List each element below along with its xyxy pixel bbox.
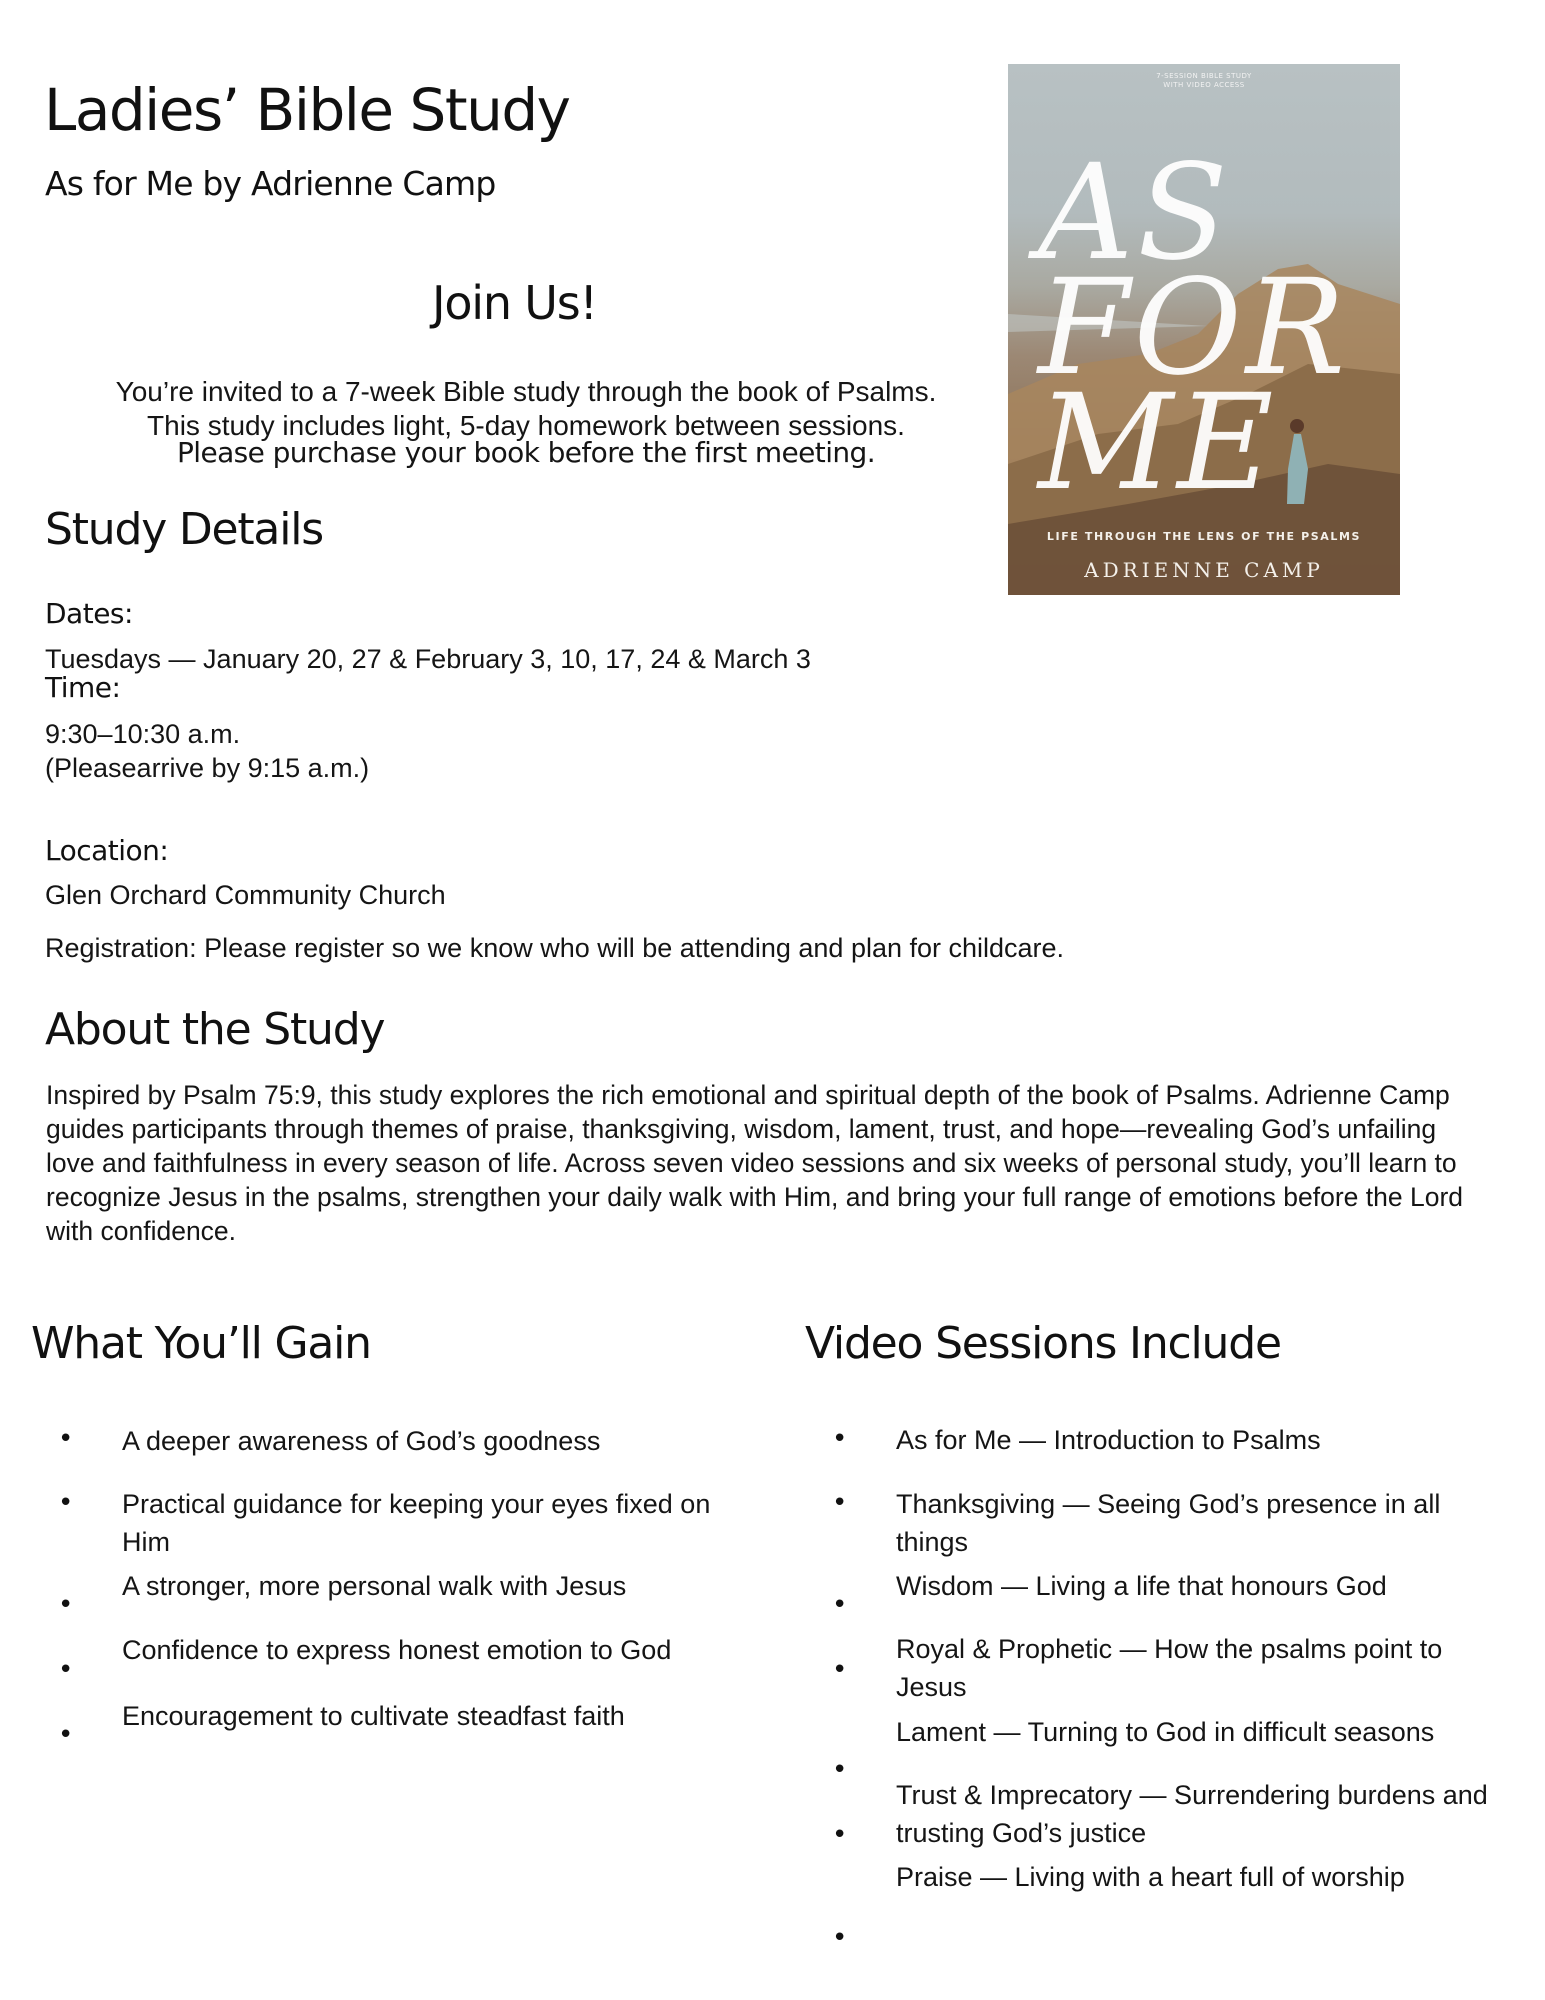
- session-item: As for Me — Introduction to Psalms: [896, 1425, 1321, 1455]
- session-item: Thanksgiving — Seeing God’s presence in all things: [896, 1489, 1441, 1557]
- study-details-heading: Study Details: [45, 504, 323, 555]
- gain-item: Confidence to express honest emotion to God: [122, 1635, 672, 1665]
- cover-author: ADRIENNE CAMP: [1084, 558, 1324, 582]
- gain-item: Practical guidance for keeping your eyes fixed on Him: [122, 1489, 711, 1557]
- time-value: 9:30–10:30 a.m.: [45, 719, 241, 749]
- time-note: (Pleasearrive by 9:15 a.m.): [45, 753, 370, 783]
- list-bullet: •: [832, 1590, 848, 1620]
- gain-item: A deeper awareness of God’s goodness: [122, 1426, 601, 1456]
- session-item: Praise — Living with a heart full of worship: [896, 1862, 1405, 1892]
- session-item: Royal & Prophetic — How the psalms point to Jesus: [896, 1634, 1443, 1702]
- registration-text: Registration: Please register so we know who will be attending and plan for childcare.: [45, 933, 1065, 963]
- cover-title-word-3: ME: [1038, 366, 1278, 520]
- session-item: Trust & Imprecatory — Surrendering burdens and trusting God’s justice: [896, 1780, 1488, 1848]
- invitation-line-3: Please purchase your book before the first meeting.: [177, 436, 875, 469]
- list-bullet: •: [58, 1488, 74, 1518]
- list-bullet: •: [58, 1590, 74, 1620]
- list-bullet: •: [832, 1488, 848, 1518]
- gain-item: Encouragement to cultivate steadfast faith: [122, 1701, 625, 1731]
- time-label: Time:: [45, 671, 121, 704]
- list-bullet: •: [58, 1720, 74, 1750]
- list-bullet: •: [832, 1820, 848, 1850]
- cover-top-text-2: WITH VIDEO ACCESS: [1163, 81, 1245, 89]
- list-bullet: •: [832, 1655, 848, 1685]
- sessions-heading: Video Sessions Include: [805, 1318, 1281, 1369]
- about-paragraph: Inspired by Psalm 75:9, this study explores the rich emotional and spiritual depth of the book of Psalms. Adrienne Camp guides participants through themes of praise, thanksgiving, wisdom, lament, trust, and hope—revealing God’s unfailing love and faithfulness in every season of life. Across seven video sessions and six weeks of personal study, you’ll learn to recognize Jesus in the psalms, strengthen your daily walk with Him, and bring your full range of emotions before the Lord with confidence.: [46, 1080, 1464, 1246]
- list-bullet: •: [58, 1424, 74, 1454]
- about-heading: About the Study: [45, 1004, 385, 1055]
- cover-tagline: LIFE THROUGH THE LENS OF THE PSALMS: [1046, 530, 1362, 543]
- dates-label: Dates:: [45, 597, 133, 630]
- session-item: Lament — Turning to God in difficult seasons: [896, 1717, 1435, 1747]
- location-label: Location:: [45, 834, 169, 867]
- page-title: Ladies’ Bible Study: [44, 76, 570, 144]
- join-us-heading: Join Us!: [432, 276, 597, 330]
- page-subtitle: As for Me by Adrienne Camp: [45, 164, 496, 203]
- list-bullet: •: [58, 1655, 74, 1685]
- session-item: Wisdom — Living a life that honours God: [896, 1571, 1387, 1601]
- cover-title-word-1: AS: [1038, 136, 1232, 290]
- invitation-line-1: You’re invited to a 7-week Bible study through the book of Psalms.: [115, 376, 937, 407]
- list-bullet: •: [832, 1424, 848, 1454]
- gain-heading: What You’ll Gain: [31, 1318, 371, 1369]
- dates-value: Tuesdays — January 20, 27 & February 3, 10, 17, 24 & March 3: [45, 644, 811, 674]
- list-bullet: •: [832, 1923, 848, 1953]
- cover-title-word-2: FOR: [1038, 251, 1350, 405]
- book-cover-image: [1008, 64, 1400, 595]
- gain-item: A stronger, more personal walk with Jesus: [122, 1571, 627, 1601]
- location-value: Glen Orchard Community Church: [45, 880, 446, 910]
- list-bullet: •: [832, 1755, 848, 1785]
- cover-top-text-1: 7-SESSION BIBLE STUDY: [1156, 72, 1252, 80]
- invitation-line-2: This study includes light, 5-day homework between sessions.: [147, 410, 905, 441]
